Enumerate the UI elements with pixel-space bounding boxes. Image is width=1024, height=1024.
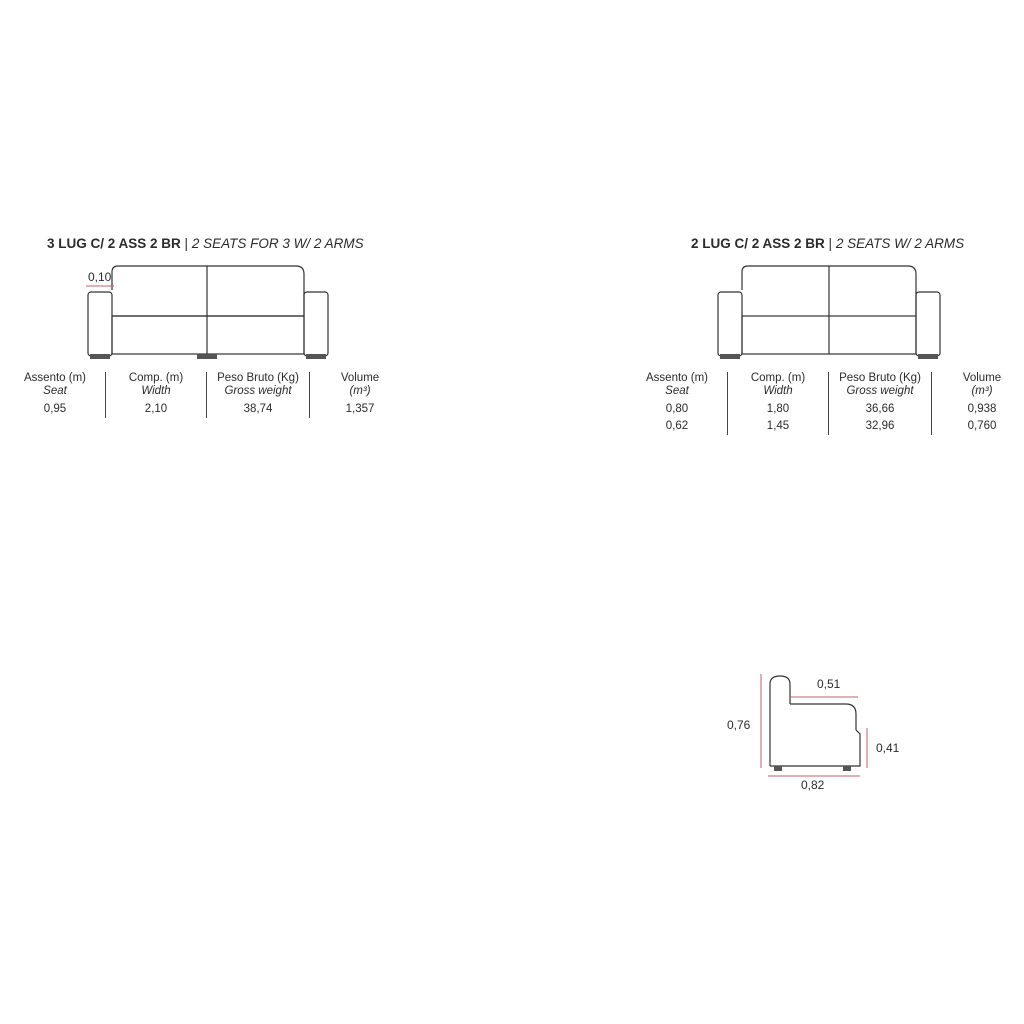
model-1-front-drawing xyxy=(80,260,340,370)
spec-subheader: Seat xyxy=(43,385,67,397)
side-view-drawing xyxy=(750,670,870,780)
spec-value: 0,62 xyxy=(665,420,689,432)
spec-header: Peso Bruto (Kg) xyxy=(839,372,921,384)
spec-subheader: (m³) xyxy=(349,385,371,397)
spec-value: 2,10 xyxy=(144,403,168,415)
spec-value: 38,74 xyxy=(243,403,273,415)
spec-value: 0,95 xyxy=(43,403,67,415)
spec-header: Comp. (m) xyxy=(128,372,184,384)
model-2-description: 2 SEATS W/ 2 ARMS xyxy=(835,236,965,251)
spec-col-gross-weight xyxy=(206,372,309,418)
spec-subheader: (m³) xyxy=(971,385,993,397)
side-view-total-depth: 0,82 xyxy=(801,778,825,792)
side-view-seat-depth: 0,51 xyxy=(817,677,841,691)
model-2-title xyxy=(691,236,964,251)
spec-header: Assento (m) xyxy=(24,372,86,384)
spec-col-width xyxy=(105,372,206,418)
side-view-seat-height: 0,41 xyxy=(876,741,900,755)
model-1-title xyxy=(47,236,364,251)
spec-header: Volume xyxy=(340,372,380,384)
spec-header: Volume xyxy=(962,372,1002,384)
model-1-description: 2 SEATS FOR 3 W/ 2 ARMS xyxy=(191,236,364,251)
spec-col-volume xyxy=(309,372,410,418)
spec-value: 1,80 xyxy=(766,403,790,415)
spec-value: 0,80 xyxy=(665,403,689,415)
spec-header: Comp. (m) xyxy=(750,372,806,384)
spec-value: 1,45 xyxy=(766,420,790,432)
spec-col-gross-weight xyxy=(828,372,931,435)
spec-value: 1,357 xyxy=(345,403,375,415)
spec-value: 0,760 xyxy=(967,420,997,432)
spec-col-seat xyxy=(627,372,727,435)
spec-col-seat xyxy=(5,372,105,418)
spec-subheader: Seat xyxy=(665,385,689,397)
spec-subheader: Gross weight xyxy=(224,385,292,397)
spec-col-width xyxy=(727,372,828,435)
spec-header: Assento (m) xyxy=(646,372,708,384)
spec-subheader: Width xyxy=(141,385,171,397)
model-2-separator: | xyxy=(828,236,833,251)
spec-value: 36,66 xyxy=(865,403,895,415)
spec-subheader: Width xyxy=(763,385,793,397)
spec-col-volume xyxy=(931,372,1024,435)
spec-value: 32,96 xyxy=(865,420,895,432)
model-2-spec-table xyxy=(627,372,1024,435)
model-1-arm-dimension: 0,10 xyxy=(88,270,112,284)
model-1-spec-table xyxy=(5,372,410,418)
model-2-code: 2 LUG C/ 2 ASS 2 BR xyxy=(691,236,825,251)
spec-header: Peso Bruto (Kg) xyxy=(217,372,299,384)
spec-value: 0,938 xyxy=(967,403,997,415)
side-view-total-height: 0,76 xyxy=(727,718,751,732)
model-2-front-drawing xyxy=(710,260,950,370)
model-1-separator: | xyxy=(184,236,189,251)
spec-subheader: Gross weight xyxy=(846,385,914,397)
model-1-code: 3 LUG C/ 2 ASS 2 BR xyxy=(47,236,181,251)
